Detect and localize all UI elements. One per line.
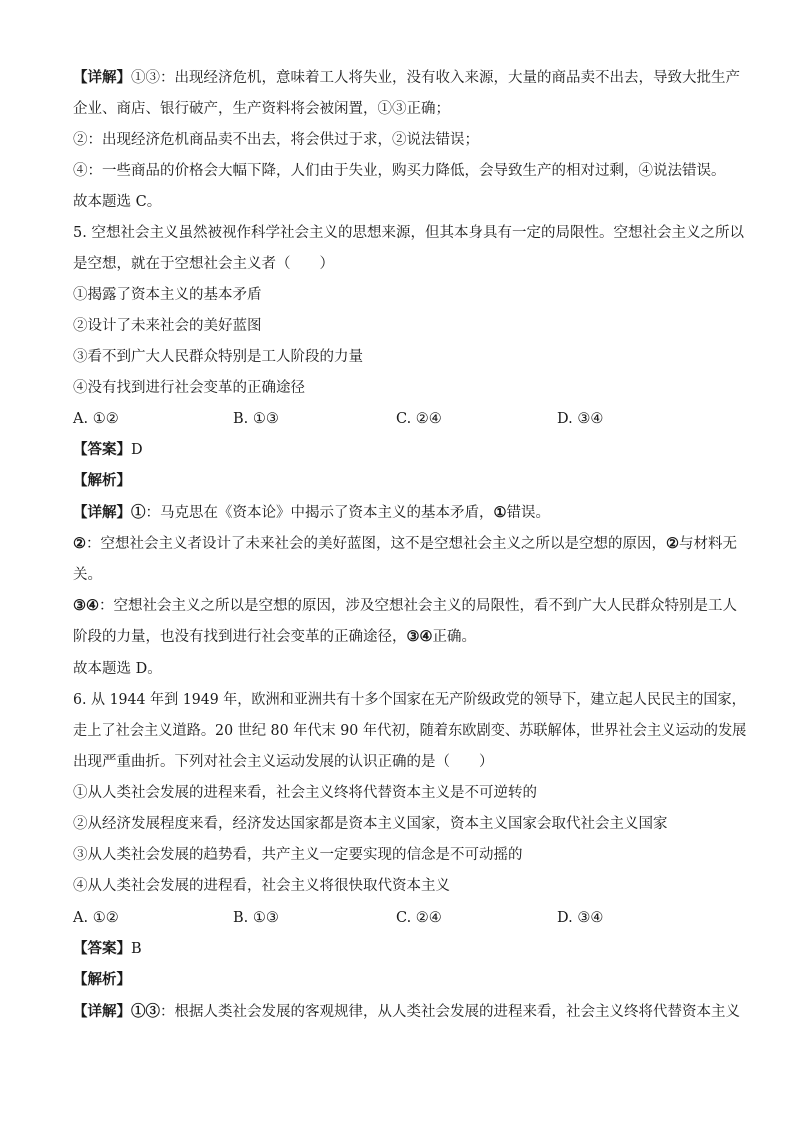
q5-item-1: ①揭露了资本主义的基本矛盾 xyxy=(73,287,262,303)
q5-detail-line-4: ③④：空想社会主义之所以是空想的原因，涉及空想社会主义的局限性，看不到广大人民群众特别是工人 xyxy=(73,597,737,614)
q5-detail-line-1: 【详解】①：马克思在《资本论》中揭示了资本主义的基本矛盾，①错误。 xyxy=(73,504,550,521)
q5-item-4: ④没有找到进行社会变革的正确途径 xyxy=(73,380,305,396)
q6-item-2: ②从经济发展程度来看，经济发达国家都是资本主义国家，资本主义国家会取代社会主义国家 xyxy=(73,816,668,832)
q6-item-4: ④从人类社会发展的进程看，社会主义将很快取代资本主义 xyxy=(73,878,450,894)
q6-stem-line-3: 出现严重曲折。下列对社会主义运动发展的认识正确的是（ ） xyxy=(73,754,494,770)
q4-detail-line-1: 【详解】①③：出现经济危机，意味着工人将失业，没有收入来源，大量的商品卖不出去，导致大批生产 xyxy=(73,69,740,86)
q5-option-d: D. ③④ xyxy=(557,411,604,427)
q6-option-b: B. ①③ xyxy=(233,910,279,926)
q6-answer: 【答案】B xyxy=(73,940,142,957)
q4-detail-line-3: ②：出现经济危机商品卖不出去，将会供过于求，②说法错误； xyxy=(73,132,479,148)
q4-detail-line-2: 企业、商店、银行破产，生产资料将会被闲置，①③正确； xyxy=(73,101,450,117)
q5-answer: 【答案】D xyxy=(73,441,143,458)
q6-item-1: ①从人类社会发展的进程来看，社会主义终将代替资本主义是不可逆转的 xyxy=(73,785,537,801)
q5-detail-line-3: 关。 xyxy=(73,567,102,583)
q4-conclusion: 故本题选 C。 xyxy=(73,194,162,210)
q5-option-b: B. ①③ xyxy=(233,411,279,427)
q5-detail-line-5: 阶段的力量，也没有找到进行社会变革的正确途径，③④正确。 xyxy=(73,628,476,645)
q6-analysis-tag: 【解析】 xyxy=(73,971,131,988)
q5-stem-line-1: 5. 空想社会主义虽然被视作科学社会主义的思想来源，但其本身具有一定的局限性。空想社会主义之所以 xyxy=(73,225,744,241)
q5-option-c: C. ②④ xyxy=(396,411,442,427)
detail-tag: 【详解】 xyxy=(73,69,131,86)
q4-detail-line-4: ④：一些商品的价格会大幅下降，人们由于失业，购买力降低，会导致生产的相对过剩，④说法错误。 xyxy=(73,163,726,179)
q5-conclusion: 故本题选 D。 xyxy=(73,661,162,677)
q6-option-a: A. ①② xyxy=(73,910,119,926)
q5-detail-line-2: ②：空想社会主义者设计了未来社会的美好蓝图，这不是空想社会主义之所以是空想的原因，②与材料无 xyxy=(73,535,737,552)
q5-item-3: ③看不到广大人民群众特别是工人阶段的力量 xyxy=(73,349,363,365)
q5-stem-line-2: 是空想，就在于空想社会主义者（ ） xyxy=(73,256,334,272)
q5-item-2: ②设计了未来社会的美好蓝图 xyxy=(73,318,262,334)
q5-option-a: A. ①② xyxy=(73,411,119,427)
q6-stem-line-2: 走上了社会主义道路。20 世纪 80 年代末 90 年代初，随着东欧剧变、苏联解体，世界社会主义运动的发展 xyxy=(73,723,747,739)
q5-analysis-tag: 【解析】 xyxy=(73,472,131,489)
q6-stem-line-1: 6. 从 1944 年到 1949 年，欧洲和亚洲共有十多个国家在无产阶级政党的领导下，建立起人民民主的国家， xyxy=(73,692,746,708)
q6-option-c: C. ②④ xyxy=(396,910,442,926)
q6-option-d: D. ③④ xyxy=(557,910,604,926)
q6-item-3: ③从人类社会发展的趋势看，共产主义一定要实现的信念是不可动摇的 xyxy=(73,847,523,863)
q6-detail-line-1: 【详解】①③：根据人类社会发展的客观规律，从人类社会发展的进程来看，社会主义终将代替资本主义 xyxy=(73,1003,740,1020)
